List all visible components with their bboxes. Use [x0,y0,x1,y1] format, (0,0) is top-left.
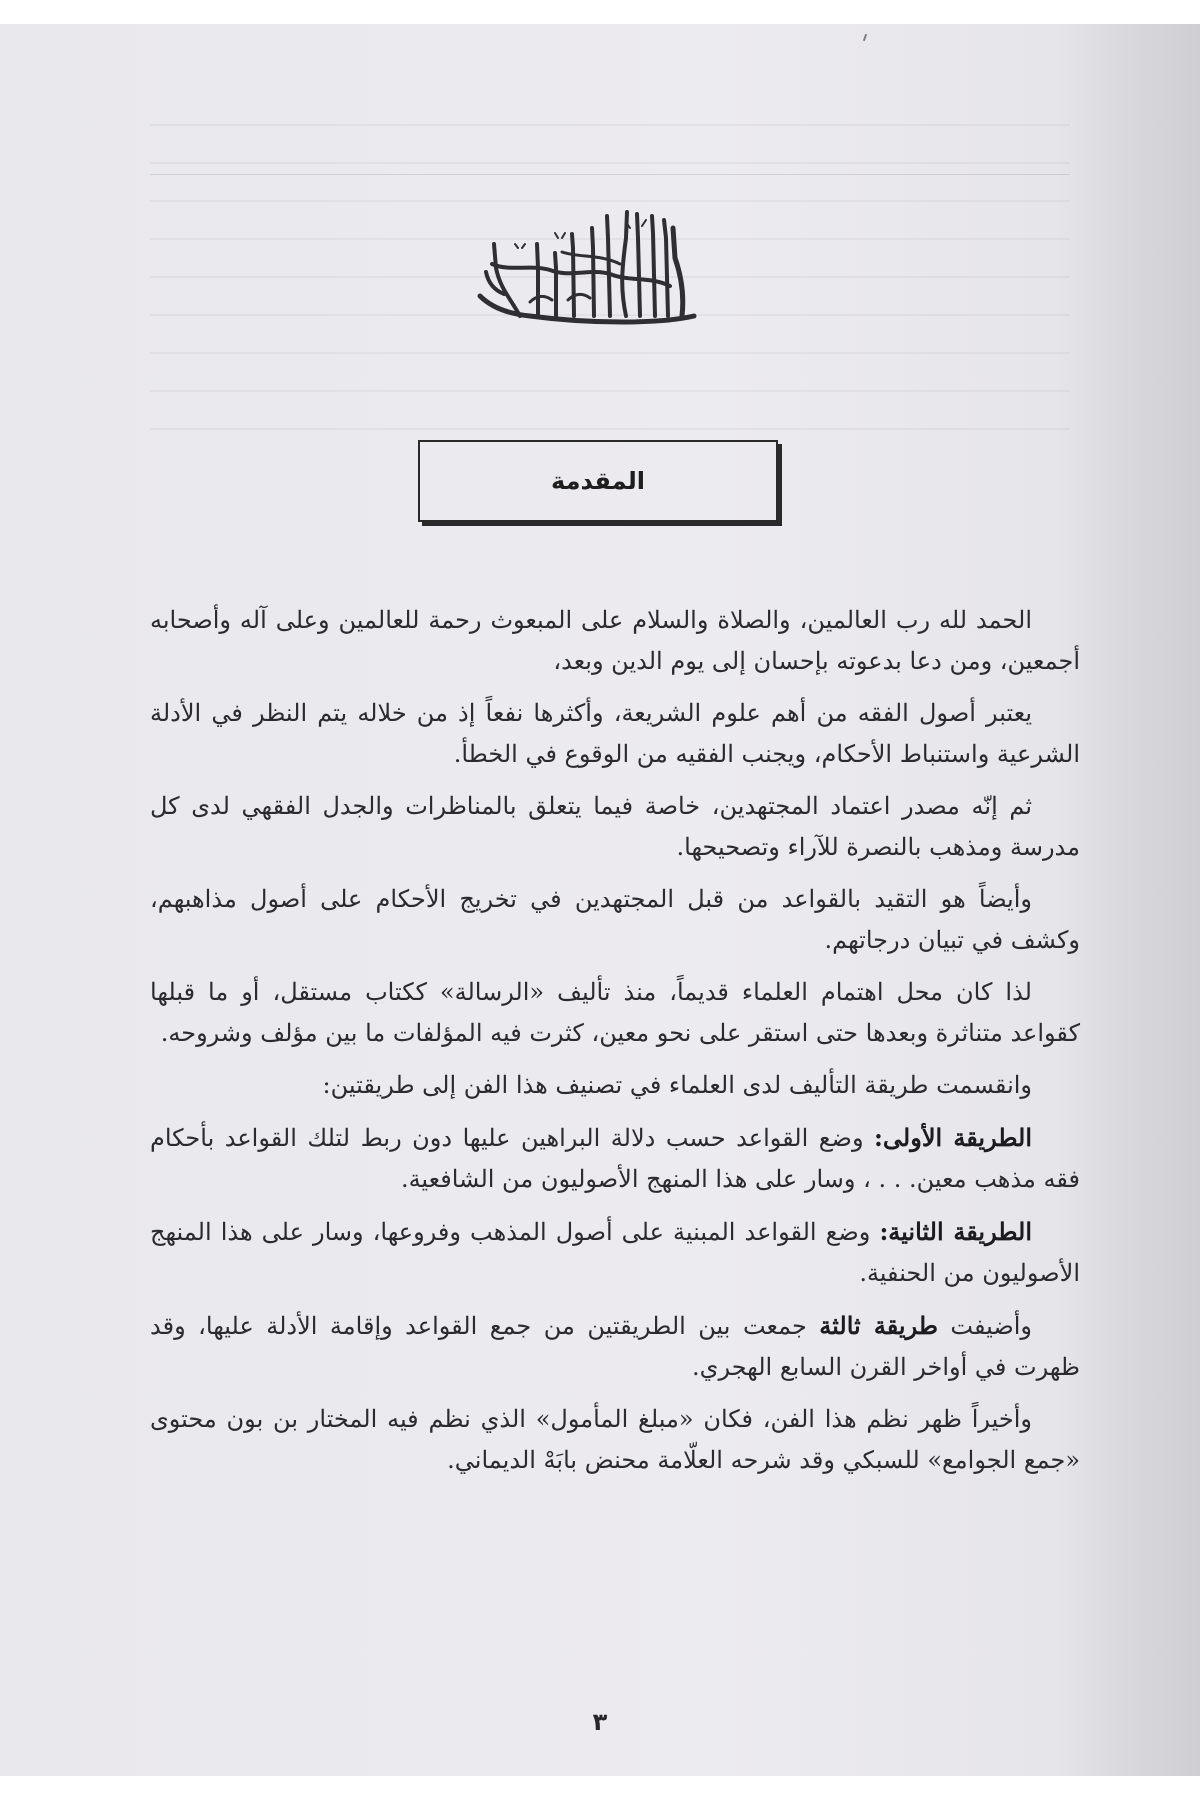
paragraph-text: جمعت بين الطريقتين من جمع القواعد وإقامة الأدلة عليها، وقد ظهرت في أواخر القرن السابع الهجري. [150,1312,1080,1381]
paragraph [150,1399,1080,1481]
paragraph [150,600,1080,682]
calligraphy-stroke [622,212,627,316]
bold-term: الطريقة الثانية: [879,1217,1032,1246]
paragraph-text: وضع القواعد حسب دلالة البراهين عليها دون ربط لتلك القواعد بأحكام فقه مذهب معين. . . ، وسار على هذا المنهج الأصوليون من الشافعية. [150,1124,1080,1193]
bleed-through-rule [150,174,1070,175]
paragraph [150,1065,1080,1106]
bleed-through-line [150,390,1070,392]
paragraph-text: يعتبر أصول الفقه من أهم علوم الشريعة، وأكثرها نفعاً إذ من خلاله يتم النظر في الأدلة الشرعية واستنباط الأحكام، ويجنب الفقيه من الوقوع في الخطأ. [150,699,1080,768]
calligraphy-sweep [562,252,620,264]
bleed-through-line [150,352,1070,354]
paragraph-text: لذا كان محل اهتمام العلماء قديماً، منذ تأليف «الرسالة» ككتاب مستقل، أو ما قبلها كقواعد متناثرة وبعدها حتى استقر على نحو معين، كثرت فيه المؤلفات ما بين مؤلف وشروحه. [150,978,1080,1047]
paragraph-text: وضع القواعد المبنية على أصول المذهب وفروعها، وسار على هذا المنهج الأصوليون من الحنفية. [150,1218,1080,1287]
paragraph [150,786,1080,868]
calligraphy-stroke [568,294,590,300]
bold-term: طريقة ثالثة [819,1311,938,1340]
calligraphy-stroke [637,214,640,316]
paragraph [150,972,1080,1054]
calligraphy-stroke [652,216,655,316]
page-number: ٣ [592,1708,608,1736]
bleed-through-line [150,124,1070,126]
calligraphy-stroke [607,216,610,316]
calligraphy-stroke [537,244,538,316]
paragraph-text: وانقسمت طريقة التأليف لدى العلماء في تصنيف هذا الفن إلى طريقتين: [322,1071,1032,1099]
paragraph [150,693,1080,775]
section-heading: المقدمة [551,467,645,495]
paragraph-text: ثم إنّه مصدر اعتماد المجتهدين، خاصة فيما يتعلق بالمناظرات والجدل الفقهي لدى كل مدرسة ومذهب بالنصرة للآراء وتصحيحها. [150,792,1080,861]
basmala-calligraphy [470,198,700,328]
paragraph [150,1305,1080,1388]
paragraph [150,1211,1080,1294]
paragraph [150,1117,1080,1200]
paragraph-prefix: وأضيفت [937,1312,1032,1340]
paragraph [150,879,1080,961]
calligraphy-stroke [673,228,683,316]
paragraph-text: وأيضاً هو التقيد بالقواعد من قبل المجتهدين في تخريج الأحكام على أصول مذاهبهم، وكشف في تبيان درجاتهم. [150,885,1080,954]
section-heading-box [418,440,778,522]
calligraphy-stroke [494,244,520,316]
bold-term: الطريقة الأولى: [874,1123,1033,1152]
calligraphy-stroke [555,253,556,316]
calligraphy-stroke [664,220,668,316]
body-text [150,600,1080,1492]
bleed-through-line [150,162,1070,164]
speck [863,34,867,41]
calligraphy-stroke [530,296,552,302]
paragraph-text: وأخيراً ظهر نظم هذا الفن، فكان «مبلغ المأمول» الذي نظم فيه المختار بن بون محتوى «جمع الجوامع» للسبكي وقد شرحه العلّامة محنض بابَهْ الديماني. [150,1405,1080,1474]
paragraph-text: الحمد لله رب العالمين، والصلاة والسلام على المبعوث رحمة للعالمين وعلى آله وأصحابه أجمعين، ومن دعا بدعوته بإحسان إلى يوم الدين وبعد، [150,606,1080,675]
calligraphy-sweep [492,264,670,286]
bleed-through-line [150,428,1070,430]
